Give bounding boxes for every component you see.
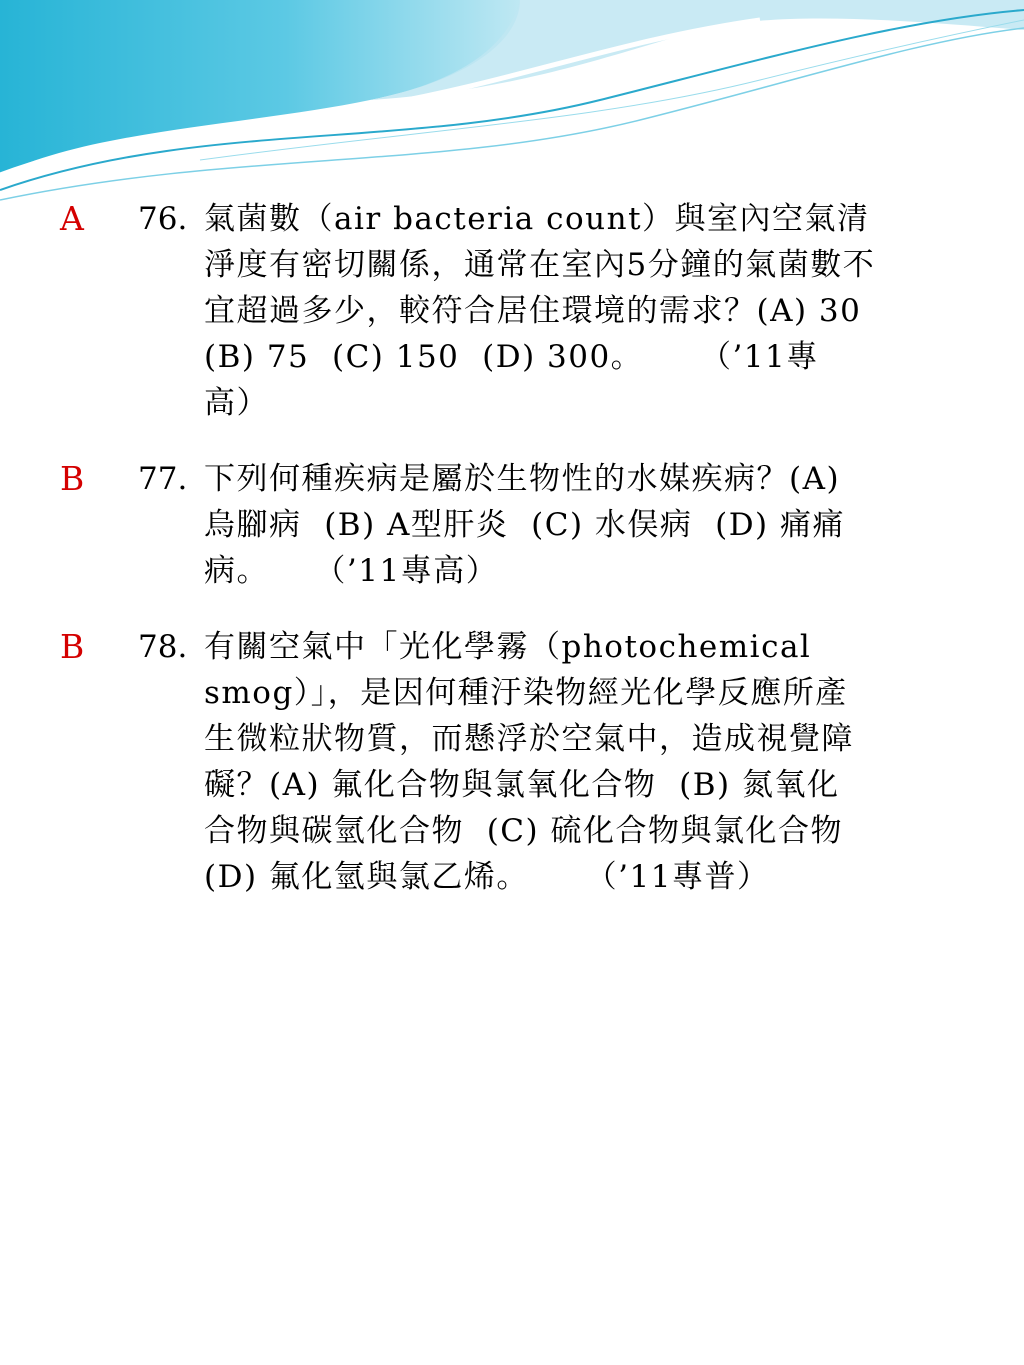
question-text-line: 烏腳病 (B) A型肝炎 (C) 水俣病 (D) 痛痛 [204,507,845,543]
question-text-line: 合物與碳氫化合物 (C) 硫化合物與氯化合物 [204,813,843,849]
question-list [0,196,1024,930]
question-text-line: 淨度有密切關係，通常在室內5分鐘的氣菌數不 [204,247,876,283]
question-text [204,456,984,594]
question-text-line: 病。 （’11專高） [204,553,499,589]
answer-key: B [60,627,85,666]
question-item [0,624,1024,900]
question-number: 76. [138,201,188,237]
question-text-line: 下列何種疾病是屬於生物性的水媒疾病？(A) [204,461,841,497]
question-text-line: 生微粒狀物質，而懸浮於空氣中，造成視覺障 [204,721,854,757]
question-text-line: 有關空氣中「光化學霧（photochemical [204,629,812,665]
question-item [0,456,1024,594]
question-text-line: 宜超過多少，較符合居住環境的需求？(A) 30 [204,293,862,329]
question-text-line: 礙？(A) 氟化合物與氯氧化合物 (B) 氮氧化 [204,767,840,803]
question-number: 77. [138,461,188,497]
question-text-line: smog）」，是因何種汙染物經光化學反應所產 [204,675,848,711]
question-text-line: 氣菌數（air bacteria count）與室內空氣清 [204,201,870,237]
answer-key: A [60,199,84,238]
question-text-line: (D) 氟化氫與氯乙烯。 （’11專普） [204,859,770,895]
question-text-line: 高） [204,385,269,421]
question-text [204,624,984,900]
header-wave-decoration [0,0,1024,210]
question-number: 78. [138,629,188,665]
answer-key: B [60,459,85,498]
question-text-line: (B) 75 (C) 150 (D) 300。 （’11專 [204,339,819,375]
question-item [0,196,1024,426]
question-text [204,196,984,426]
